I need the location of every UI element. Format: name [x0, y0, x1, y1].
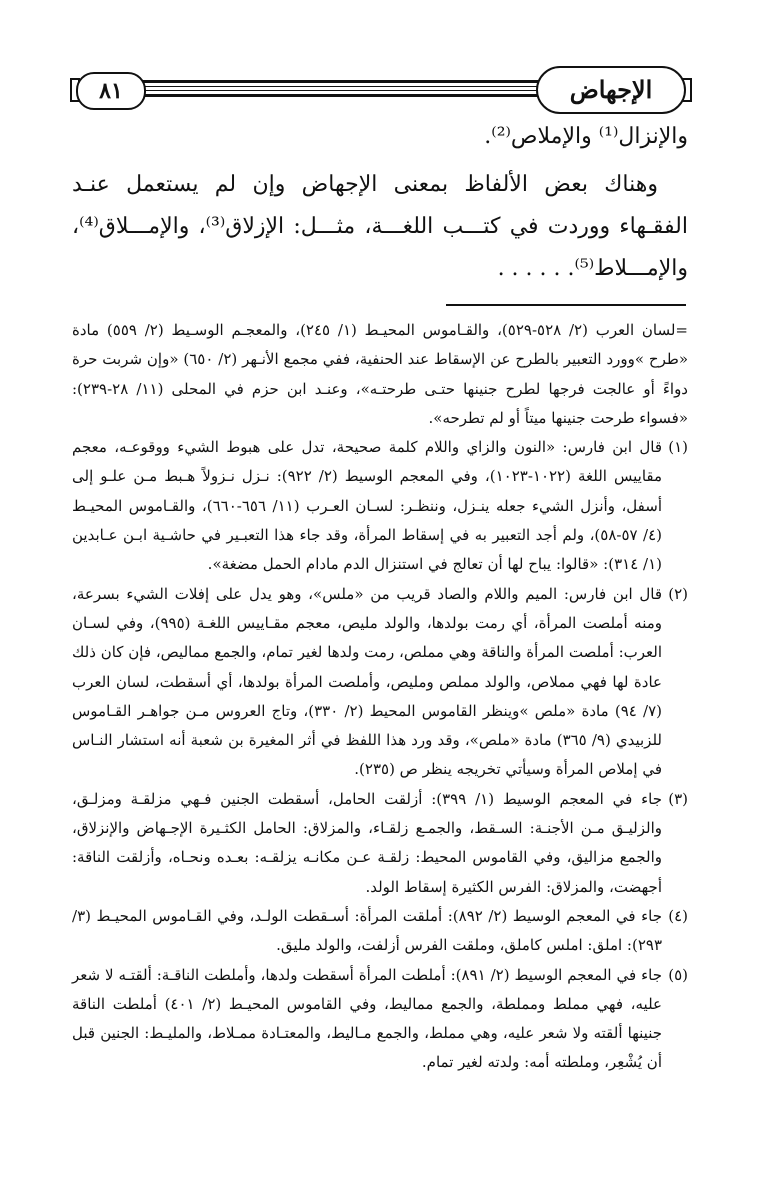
- footnote-5: [72, 961, 688, 1078]
- footnote-number: (١): [668, 438, 688, 457]
- footnote-text: قال ابن فارس: «النون والزاي واللام كلمة صحيحة، تدل على هبوط الشيء ووقوعـه، معجم مقاييس اللغة (١٠٢٢-١٠٢٣)، وفي المعجم الوسيط (٢/ ٩٢٢): نـزل نـزولاً هـبط مـن علـو إلى أسفل، وأنزل الشيء جعله ينـزل، وننظـر: لسـان العـرب (١١/ ٦٥٦-٦٦٠)، والقـاموس المحيـط (٤/ ٥٧-٥٨)، ولم أجد التعبير به في إسقاط المرأة، وقد جاء هذا التعبـير في حاشـية ابـن عـابدين (١/ ٣١٤): «قالوا: يباح لها أن تعالج في استنزال الدم مادام الحمل مضغة».: [72, 438, 663, 574]
- footnote-number: (٥): [668, 965, 688, 984]
- footnote-4: [72, 902, 688, 961]
- footnote-number: (٤): [668, 906, 688, 925]
- running-title: الإجهاض: [536, 66, 686, 114]
- main-text-paragraph: وهناك بعض الألفاظ بمعنى الإجهاض وإن لم يستعمل عنـد الفقـهاء ووردت في كتـــب اللغـــة، مثـــل: الإزلاق⁽³⁾، والإمـــلاق⁽⁴⁾، والإمـــلاط⁽⁵⁾. . . . . .: [72, 172, 688, 281]
- main-text: [72, 116, 688, 290]
- footnote-separator: [446, 304, 686, 306]
- footnote-continuation: =لسان العرب (٢/ ٥٢٨-٥٢٩)، والقـاموس المحيـط (١/ ٢٤٥)، والمعجـم الوسـيط (٢/ ٥٥٩) مادة «طرح »وورد التعبير بالطرح عن الإسقاط عند الحنفية، ففي مجمع الأنـهر (٢/ ٦٥٠) «وإن شربت حرة دواءً أو عالجت فرجها لطرح جنينها حتـى طرحتـه»، وعنـد ابن حزم في المحلى (١١/ ٢٨-٢٣٩): «فسواء طرحت جنينها ميتاً أو لم تطرحه».: [72, 321, 689, 427]
- footnote-number: (٢): [668, 584, 688, 603]
- footnote-text: قال ابن فارس: الميم واللام والصاد قريب من «ملس»، وهو يدل على إفلات الشيء بسرعة، ومنه أملصت المرأة، أي رمت بولدها، والولد مليص، معجم مقـاييس اللغـة (٩٩٥)، وفي لسـان العرب: أملصت المرأة والناقة وهي مملص، رمت ولدها لغير تمام، والجمع مماليص، فإن كان ذلك عادة لها فهي مملاص، والولد مملص ومليص، وأملصت المرأة بولدها، أي أسقطت، لسان العرب (٧/ ٩٤) مادة «ملص »وينظر القاموس المحيط (٢/ ٣٣٠)، وتاج العروس مـن جواهـر القـاموس للزبيدي (٩/ ٣٦٥) مادة «ملص»، وقد ورد هذا اللفظ في أثر المغيرة بن شعبة أنه استشار النـاس في إملاص المرأة وسيأتي تخريجه ينظر ص (٢٣٥).: [72, 584, 663, 779]
- main-text-line: والإنزال⁽¹⁾ والإملاص⁽²⁾.: [484, 124, 688, 149]
- footnote-number: (٣): [668, 789, 688, 808]
- header-rule: [142, 80, 542, 100]
- page-number: ٨١: [76, 72, 146, 110]
- footnotes: [72, 316, 688, 1078]
- footnote-text: جاء في المعجم الوسيط (٢/ ٨٩١): أملطت المرأة أسقطت ولدها، وأملطت الناقـة: ألقتـه لا شعر عليه، فهي مملط ومملطة، والجمع مماليط، وفي القاموس المحيـط (٢/ ٤٠١) أملطت الناقة جنينها ألقته ولا شعر عليه، وهي مملط، والجمع مـاليط، والمعتـادة ممـلاط، والمليـط: الجنين قبل أن يُشْعِر، وملطته أمه: ولدته لغير تمام.: [72, 965, 663, 1072]
- footnote-3: [72, 785, 688, 902]
- footnote-text: جاء في المعجم الوسيط (١/ ٣٩٩): أزلقت الحامل، أسقطت الجنين فـهي مزلقـة ومزلـق، والزليـق مـن الأجنـة: السـقط، والجمـع زلقـاء، والمزلاق: الحامل الكثـيرة الإجـهاض والإنزلاق، والجمع مزاليق، وفي القاموس المحيط: زلقـة عـن مكانـه يزلقـه: بعـده ونحـاه، وأزلقت الناقة: أجهضت، والمزلاق: الفرس الكثيرة إسقاط الولد.: [72, 789, 663, 896]
- page-header: [70, 66, 692, 116]
- footnote-text: جاء في المعجم الوسيط (٢/ ٨٩٢): أملقت المرأة: أسـقطت الولـد، وفي القـاموس المحيـط (٣/ ٢٩٣): املق: املس كاملق، وملقت الفرس أزلفت، والولد مليق.: [72, 906, 663, 955]
- footnote-1: [72, 433, 688, 579]
- footnote-2: [72, 580, 688, 785]
